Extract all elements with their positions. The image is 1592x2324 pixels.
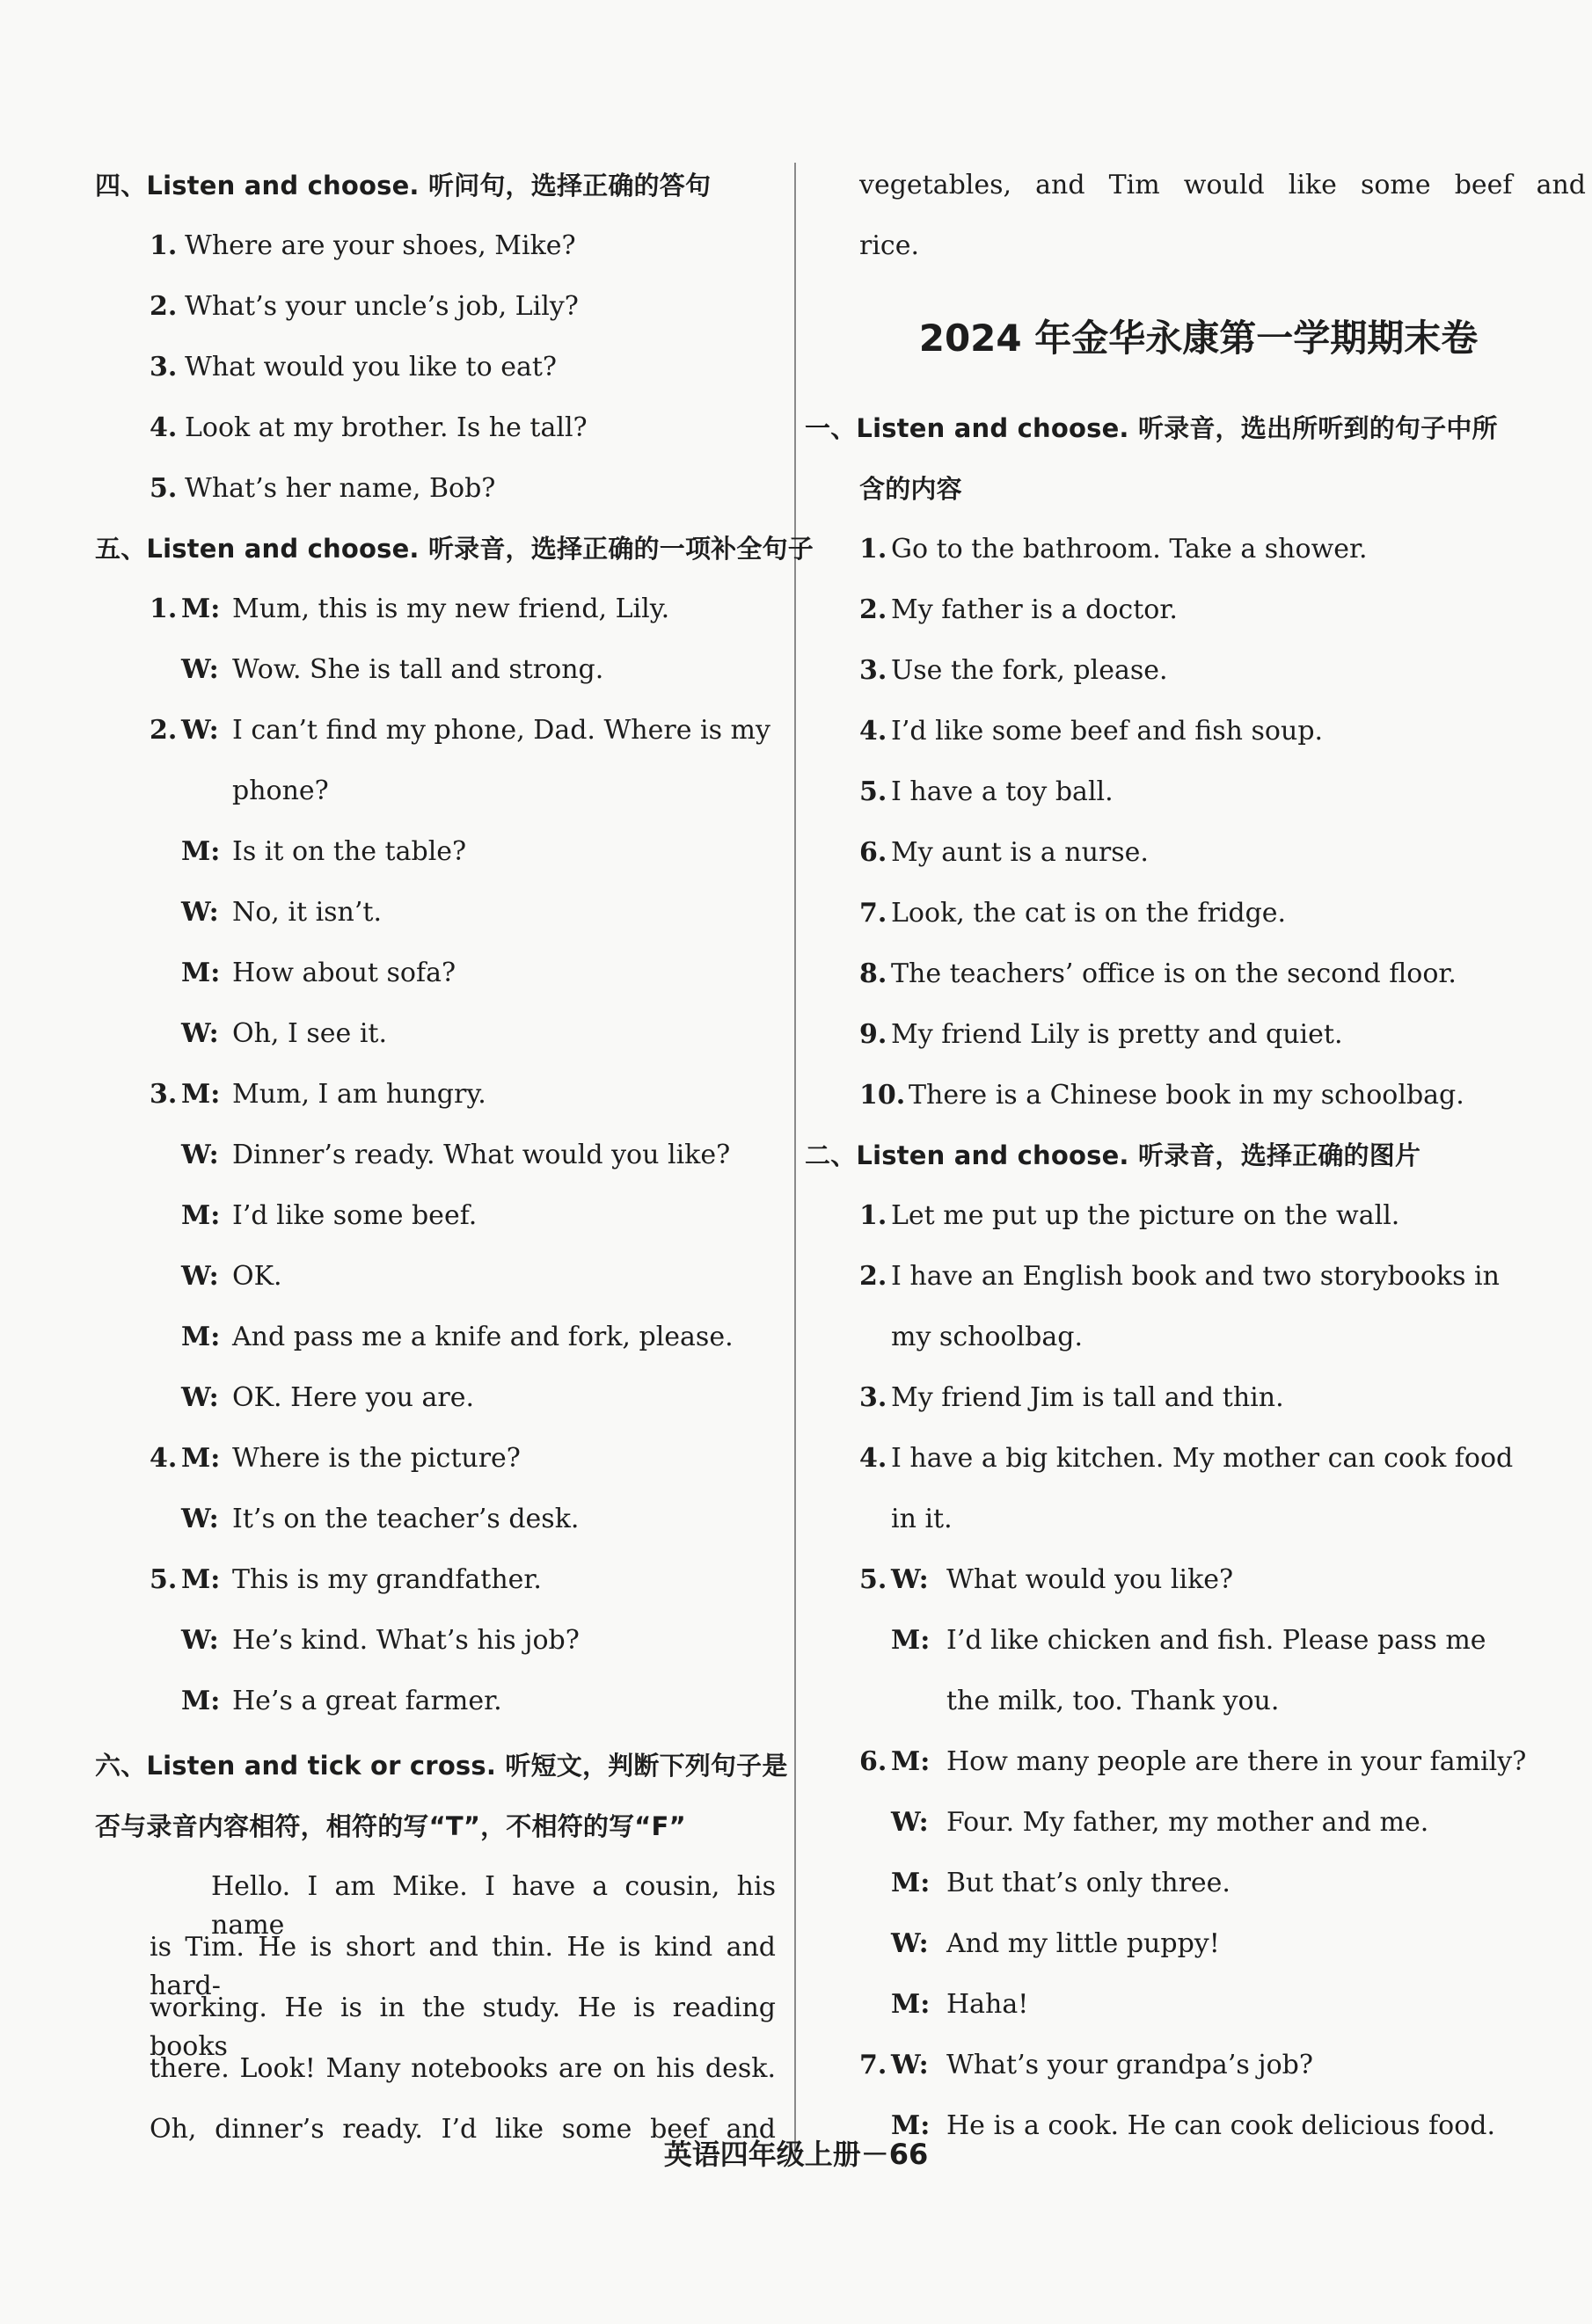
speaker-label: M: <box>181 1686 221 1716</box>
dialogue-text: Is it on the table? <box>232 836 467 867</box>
item-text: Let me put up the picture on the wall. <box>891 1200 1400 1231</box>
question-item <box>150 409 588 448</box>
dialogue-line <box>150 1136 730 1175</box>
dialogue-text: OK. Here you are. <box>232 1382 475 1413</box>
item-text: Look, the cat is on the fridge. <box>891 898 1287 929</box>
column-divider <box>794 163 796 2159</box>
speaker-label: M: <box>181 1079 221 1110</box>
item-number: 4. <box>150 412 178 443</box>
sentence-item <box>859 834 1149 872</box>
question-item <box>150 470 495 508</box>
sentence-item <box>859 591 1178 630</box>
item-number: 6. <box>859 837 887 868</box>
speaker-label: M: <box>181 836 221 867</box>
dialogue-line <box>150 1439 521 1478</box>
item-number: 2. <box>150 291 178 322</box>
dialogue-text: I can’t find my phone, Dad. Where is my <box>232 715 770 746</box>
section-1-heading-line-2: 含的内容 <box>859 474 962 504</box>
item-text: What’s your uncle’s job, Lily? <box>185 291 579 322</box>
item-line <box>859 1803 1428 1842</box>
speaker-label: W: <box>181 1018 219 1049</box>
sentence-item <box>859 530 1368 569</box>
item-text: Where are your shoes, Mike? <box>185 230 576 261</box>
dialogue-line <box>150 1318 734 1357</box>
item-number: 3. <box>859 1382 887 1413</box>
passage-line: working. He is in the study. He is reading books <box>150 1993 776 2062</box>
section-6-heading-line-2: 否与录音内容相符，相符的写“T”，不相符的写“F” <box>95 1811 686 1841</box>
item-text: Four. My father, my mother and me. <box>946 1807 1429 1838</box>
dialogue-text: How about sofa? <box>232 958 456 988</box>
dialogue-text: OK. <box>232 1261 282 1292</box>
dialogue-text: This is my grandfather. <box>232 1564 542 1595</box>
item-number: 2. <box>150 715 178 746</box>
item-text: Haha! <box>946 1989 1029 2020</box>
sentence-item <box>859 894 1286 933</box>
item-text: My aunt is a nurse. <box>891 837 1149 868</box>
dialogue-text: Mum, this is my new friend, Lily. <box>232 594 670 624</box>
dialogue-line <box>150 1257 282 1296</box>
section-4-heading: 四、Listen and choose. 听问句，选择正确的答句 <box>95 171 712 200</box>
speaker-label: M: <box>181 1443 221 1474</box>
sentence-item <box>859 773 1114 812</box>
speaker-label: M: <box>181 594 221 624</box>
item-line <box>859 1743 1526 1781</box>
dialogue-line <box>150 833 466 871</box>
item-line <box>859 1197 1399 1235</box>
item-line <box>859 1985 1028 2024</box>
speaker-label: M: <box>181 1564 221 1595</box>
dialogue-text: It’s on the teacher’s desk. <box>232 1504 580 1534</box>
section-1-heading-line-1: 一、Listen and choose. 听录音，选出所听到的句子中所 <box>805 413 1498 443</box>
item-text: What would you like? <box>946 1564 1234 1595</box>
item-number: 5. <box>859 776 887 807</box>
item-line <box>859 1379 1284 1417</box>
dialogue-line <box>150 1500 579 1539</box>
item-number: 10. <box>859 1080 906 1111</box>
item-number: 3. <box>150 1079 178 1110</box>
speaker-label: M: <box>891 1989 931 2020</box>
item-text: How many people are there in your family? <box>946 1746 1527 1777</box>
dialogue-text: Wow. She is tall and strong. <box>232 654 604 685</box>
passage-line: Oh, dinner’s ready. I’d like some beef and <box>150 2114 776 2145</box>
item-text: Use the fork, please. <box>891 655 1168 686</box>
item-text: the milk, too. Thank you. <box>946 1686 1280 1716</box>
item-number: 7. <box>859 898 887 929</box>
speaker-label: W: <box>181 1261 219 1292</box>
passage-continued-line-1: vegetables, and Tim would like some beef and <box>859 170 1586 200</box>
item-number: 1. <box>150 594 178 624</box>
item-line <box>891 1318 1083 1357</box>
item-text: I’d like chicken and fish. Please pass me <box>946 1625 1486 1656</box>
speaker-label: W: <box>181 715 219 746</box>
item-text: My friend Jim is tall and thin. <box>891 1382 1284 1413</box>
item-text: And my little puppy! <box>946 1928 1220 1959</box>
dialogue-text: He’s kind. What’s his job? <box>232 1625 580 1656</box>
sentence-item <box>859 1016 1343 1054</box>
item-number: 2. <box>859 1261 887 1292</box>
question-item <box>150 288 579 326</box>
question-item <box>150 227 576 266</box>
speaker-label: M: <box>181 1200 221 1231</box>
item-number: 1. <box>859 534 887 565</box>
dialogue-text: Mum, I am hungry. <box>232 1079 486 1110</box>
speaker-label: W: <box>181 654 219 685</box>
item-line <box>891 1500 953 1539</box>
item-line <box>859 1439 1513 1478</box>
item-text: My friend Lily is pretty and quiet. <box>891 1019 1343 1050</box>
dialogue-text: Dinner’s ready. What would you like? <box>232 1140 731 1170</box>
speaker-label: W: <box>181 1140 219 1170</box>
item-number: 6. <box>859 1746 887 1777</box>
speaker-label: M: <box>181 958 221 988</box>
item-text: The teachers’ office is on the second floor. <box>891 958 1457 989</box>
dialogue-line <box>150 1197 477 1235</box>
dialogue-text: Oh, I see it. <box>232 1018 388 1049</box>
item-line <box>859 1925 1220 1963</box>
item-text: What’s her name, Bob? <box>185 473 496 504</box>
item-text: my schoolbag. <box>891 1322 1083 1352</box>
sentence-item <box>859 1076 1464 1115</box>
speaker-label: M: <box>891 2110 931 2141</box>
question-item <box>150 348 557 387</box>
exam-title: 2024 年金华永康第一学期期末卷 <box>918 317 1479 360</box>
sentence-item <box>859 712 1323 751</box>
section-2-heading: 二、Listen and choose. 听录音，选择正确的图片 <box>805 1140 1421 1170</box>
item-line <box>946 1682 1279 1721</box>
dialogue-line <box>150 1682 502 1721</box>
sentence-item <box>859 955 1457 994</box>
item-number: 4. <box>859 716 887 747</box>
speaker-label: M: <box>891 1746 931 1777</box>
passage-continued-line-2: rice. <box>859 230 920 261</box>
dialogue-line <box>150 1379 474 1417</box>
item-text: in it. <box>891 1504 953 1534</box>
item-number: 7. <box>859 2050 887 2080</box>
item-number: 5. <box>150 1564 178 1595</box>
dialogue-line <box>150 651 603 689</box>
item-number: 3. <box>150 352 178 382</box>
item-line <box>859 1257 1500 1296</box>
speaker-label: W: <box>181 1382 219 1413</box>
item-number: 4. <box>150 1443 178 1474</box>
item-text: Go to the bathroom. Take a shower. <box>891 534 1368 565</box>
speaker-label: W: <box>891 1928 929 1959</box>
item-text: My father is a doctor. <box>891 594 1178 625</box>
speaker-label: W: <box>181 1504 219 1534</box>
page-footer: 英语四年级上册－66 <box>663 2138 929 2171</box>
item-text: What’s your grandpa’s job? <box>946 2050 1313 2080</box>
dialogue-text: And pass me a knife and fork, please. <box>232 1322 734 1352</box>
speaker-label: W: <box>181 897 219 928</box>
item-text: What would you like to eat? <box>185 352 557 382</box>
speaker-label: M: <box>891 1868 931 1898</box>
speaker-label: M: <box>181 1322 221 1352</box>
item-text: I’d like some beef and fish soup. <box>891 716 1324 747</box>
speaker-label: W: <box>891 1807 929 1838</box>
speaker-label: W: <box>891 1564 929 1595</box>
item-text: I have a big kitchen. My mother can cook food <box>891 1443 1514 1474</box>
dialogue-line <box>150 772 329 811</box>
dialogue-line <box>150 1561 542 1599</box>
dialogue-text: He’s a great farmer. <box>232 1686 502 1716</box>
dialogue-line <box>150 1621 580 1660</box>
dialogue-line <box>150 1075 486 1114</box>
item-number: 5. <box>150 473 178 504</box>
item-number: 5. <box>859 1564 887 1595</box>
item-text: There is a Chinese book in my schoolbag. <box>909 1080 1464 1111</box>
passage-line: is Tim. He is short and thin. He is kind and hard- <box>150 1932 776 2001</box>
dialogue-text: I’d like some beef. <box>232 1200 478 1231</box>
item-line <box>859 1561 1233 1599</box>
speaker-label: W: <box>181 1625 219 1656</box>
dialogue-text: No, it isn’t. <box>232 897 383 928</box>
item-text: I have a toy ball. <box>891 776 1114 807</box>
dialogue-text: phone? <box>232 776 329 806</box>
item-line <box>859 1864 1231 1903</box>
item-text: He is a cook. He can cook delicious food. <box>946 2110 1496 2141</box>
section-6-heading-line-1: 六、Listen and tick or cross. 听短文，判断下列句子是 <box>95 1751 788 1781</box>
item-number: 1. <box>150 230 178 261</box>
dialogue-line <box>150 954 456 993</box>
item-number: 3. <box>859 655 887 686</box>
item-number: 8. <box>859 958 887 989</box>
item-number: 2. <box>859 594 887 625</box>
item-text: I have an English book and two storybooks in <box>891 1261 1500 1292</box>
item-number: 1. <box>859 1200 887 1231</box>
item-number: 9. <box>859 1019 887 1050</box>
dialogue-text: Where is the picture? <box>232 1443 521 1474</box>
passage-line: there. Look! Many notebooks are on his desk. <box>150 2053 776 2084</box>
dialogue-line <box>150 711 770 750</box>
dialogue-line <box>150 893 382 932</box>
dialogue-line <box>150 1015 387 1053</box>
dialogue-line <box>150 590 669 629</box>
passage-line: Hello. I am Mike. I have a cousin, his name <box>211 1871 776 1941</box>
item-line <box>859 2046 1313 2085</box>
speaker-label: M: <box>891 1625 931 1656</box>
section-5-heading: 五、Listen and choose. 听录音，选择正确的一项补全句子 <box>95 534 814 564</box>
item-text: But that’s only three. <box>946 1868 1231 1898</box>
item-number: 4. <box>859 1443 887 1474</box>
speaker-label: W: <box>891 2050 929 2080</box>
item-text: Look at my brother. Is he tall? <box>185 412 588 443</box>
item-line <box>859 1621 1486 1660</box>
sentence-item <box>859 652 1168 690</box>
